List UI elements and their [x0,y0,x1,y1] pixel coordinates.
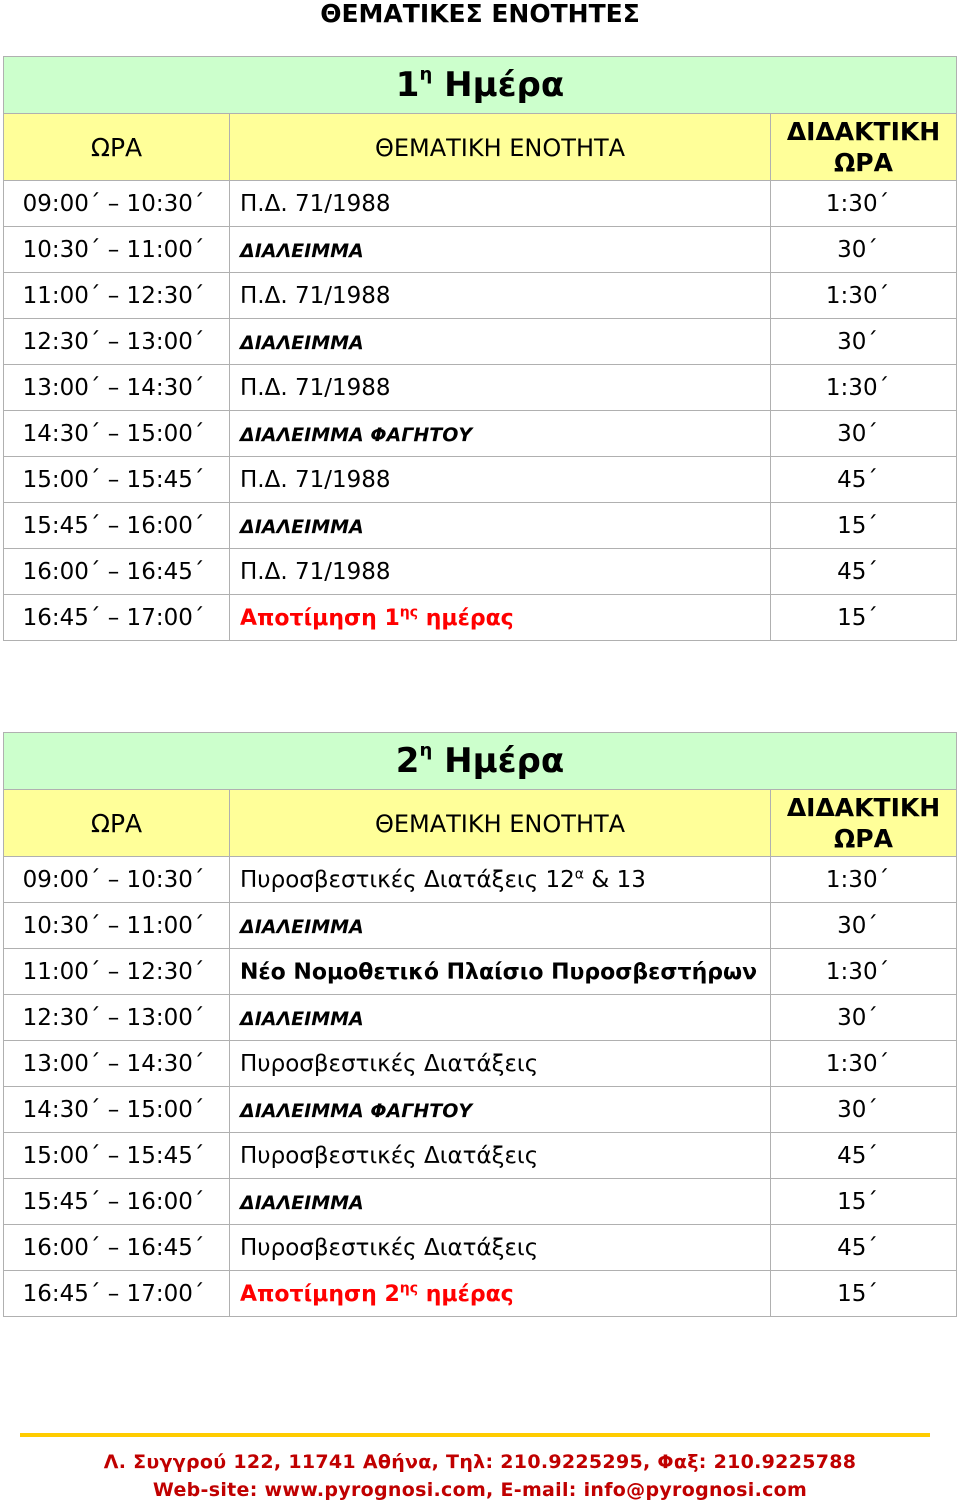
header-time: ΩΡΑ [4,790,230,857]
table-row [4,181,957,227]
topic-cell [230,995,771,1041]
topic-text: Πυροσβεστικές Διατάξεις [240,1142,539,1169]
table-row [4,1179,957,1225]
topic-cell [230,1271,771,1317]
header-hours-line1: ΔΙΔΑΚΤΙΚΗ [786,117,941,146]
duration-cell: 1:30΄ [771,857,957,903]
table-row [4,1041,957,1087]
topic-cell [230,365,771,411]
break-label: ΔΙΑΛΕΙΜΜΑ ΦΑΓΗΤΟΥ [240,1099,473,1122]
topic-cell [230,595,771,641]
topic-cell [230,457,771,503]
duration-cell: 1:30΄ [771,1041,957,1087]
topic-text: Π.Δ. 71/1988 [240,374,391,401]
duration-cell: 30΄ [771,903,957,949]
day1-schedule-table [3,56,957,641]
header-hours-line2: ΩΡΑ [834,824,893,853]
footer-divider [20,1433,930,1437]
table-row [4,227,957,273]
day2-title [4,733,957,790]
duration-cell: 15΄ [771,503,957,549]
duration-cell: 1:30΄ [771,181,957,227]
table-row [4,457,957,503]
table-row [4,319,957,365]
time-cell: 10:30΄ – 11:00΄ [4,903,230,949]
duration-cell: 45΄ [771,1225,957,1271]
table-row [4,365,957,411]
topic-cell [230,1133,771,1179]
table-row [4,595,957,641]
header-hours [771,114,957,181]
topic-text-part: Πυροσβεστικές Διατάξεις 12 [240,866,575,893]
topic-superscript: ης [399,1280,419,1297]
time-cell: 12:30΄ – 13:00΄ [4,995,230,1041]
break-label: ΔΙΑΛΕΙΜΜΑ [240,331,364,354]
time-cell: 11:00΄ – 12:30΄ [4,949,230,995]
day1-number: 1 [395,65,420,105]
header-topic: ΘΕΜΑΤΙΚΗ ΕΝΟΤΗΤΑ [230,790,771,857]
duration-cell: 30΄ [771,1087,957,1133]
header-topic: ΘΕΜΑΤΙΚΗ ΕΝΟΤΗΤΑ [230,114,771,181]
time-cell: 15:45΄ – 16:00΄ [4,1179,230,1225]
topic-cell [230,273,771,319]
duration-cell: 1:30΄ [771,365,957,411]
time-cell: 15:00΄ – 15:45΄ [4,457,230,503]
topic-cell [230,503,771,549]
duration-cell: 1:30΄ [771,949,957,995]
evaluation-text [240,606,514,631]
topic-text-part: ημέρας [425,605,514,631]
topic-cell [230,1225,771,1271]
table-row [4,411,957,457]
header-hours [771,790,957,857]
duration-cell: 30΄ [771,227,957,273]
day1-word: Ημέρα [444,65,565,105]
table-row [4,1271,957,1317]
duration-cell: 15΄ [771,1179,957,1225]
header-time: ΩΡΑ [4,114,230,181]
topic-cell [230,227,771,273]
time-cell: 12:30΄ – 13:00΄ [4,319,230,365]
duration-cell: 45΄ [771,549,957,595]
topic-cell [230,319,771,365]
break-label: ΔΙΑΛΕΙΜΜΑ [240,515,364,538]
time-cell: 14:30΄ – 15:00΄ [4,1087,230,1133]
day2-title-row [4,733,957,790]
table-row [4,1225,957,1271]
time-cell: 09:00΄ – 10:30΄ [4,857,230,903]
topic-text-part: Αποτίμηση 1 [240,605,400,631]
day1-title [4,57,957,114]
topic-cell [230,549,771,595]
table-row [4,995,957,1041]
footer-contact: Web-site: www.pyrognosi.com, E-mail: info@pyrognosi.com [152,1479,808,1501]
topic-cell [230,1041,771,1087]
topic-superscript: ης [399,604,419,621]
time-cell: 13:00΄ – 14:30΄ [4,365,230,411]
header-hours-line2: ΩΡΑ [834,148,893,177]
time-cell: 14:30΄ – 15:00΄ [4,411,230,457]
duration-cell: 45΄ [771,457,957,503]
time-cell: 16:00΄ – 16:45΄ [4,1225,230,1271]
break-label: ΔΙΑΛΕΙΜΜΑ [240,239,364,262]
topic-cell [230,857,771,903]
day1-header-row [4,114,957,181]
duration-cell: 30΄ [771,411,957,457]
day1-title-row [4,57,957,114]
break-label: ΔΙΑΛΕΙΜΜΑ [240,1191,364,1214]
table-row [4,549,957,595]
time-cell: 16:00΄ – 16:45΄ [4,549,230,595]
duration-cell: 30΄ [771,319,957,365]
topic-cell [230,181,771,227]
time-cell: 15:45΄ – 16:00΄ [4,503,230,549]
duration-cell: 15΄ [771,595,957,641]
topic-cell [230,411,771,457]
duration-cell: 1:30΄ [771,273,957,319]
topic-text-part: & 13 [591,866,646,893]
page-title: ΘΕΜΑΤΙΚΕΣ ΕΝΟΤΗΤΕΣ [320,0,640,28]
table-row [4,273,957,319]
topic-cell [230,1179,771,1225]
time-cell: 11:00΄ – 12:30΄ [4,273,230,319]
time-cell: 16:45΄ – 17:00΄ [4,595,230,641]
day2-suffix: η [419,739,433,761]
time-cell: 16:45΄ – 17:00΄ [4,1271,230,1317]
break-label: ΔΙΑΛΕΙΜΜΑ ΦΑΓΗΤΟΥ [240,423,473,446]
break-label: ΔΙΑΛΕΙΜΜΑ [240,915,364,938]
topic-cell [230,1087,771,1133]
duration-cell: 15΄ [771,1271,957,1317]
footer-address: Λ. Συγγρού 122, 11741 Αθήνα, Τηλ: 210.9225295, Φαξ: 210.9225788 [103,1451,857,1473]
break-label: ΔΙΑΛΕΙΜΜΑ [240,1007,364,1030]
topic-text: Νέο Νομοθετικό Πλαίσιο Πυροσβεστήρων [240,959,758,985]
duration-cell: 45΄ [771,1133,957,1179]
topic-text: Π.Δ. 71/1988 [240,558,391,585]
topic-cell [230,903,771,949]
day1-suffix: η [419,63,433,85]
day2-word: Ημέρα [444,741,565,781]
table-row [4,1087,957,1133]
topic-text-part: ημέρας [425,1281,514,1307]
topic-text: Πυροσβεστικές Διατάξεις [240,1234,539,1261]
table-row [4,949,957,995]
topic-text: Π.Δ. 71/1988 [240,190,391,217]
day2-schedule-table [3,732,957,1317]
topic-superscript: α [574,865,585,882]
table-row [4,903,957,949]
time-cell: 09:00΄ – 10:30΄ [4,181,230,227]
time-cell: 10:30΄ – 11:00΄ [4,227,230,273]
time-cell: 15:00΄ – 15:45΄ [4,1133,230,1179]
topic-text [240,867,646,893]
topic-cell [230,949,771,995]
evaluation-text [240,1282,514,1307]
topic-text: Πυροσβεστικές Διατάξεις [240,1050,539,1077]
table-row [4,1133,957,1179]
table-row [4,857,957,903]
table-row [4,503,957,549]
time-cell: 13:00΄ – 14:30΄ [4,1041,230,1087]
day2-number: 2 [395,741,420,781]
topic-text: Π.Δ. 71/1988 [240,282,391,309]
day2-header-row [4,790,957,857]
duration-cell: 30΄ [771,995,957,1041]
topic-text: Π.Δ. 71/1988 [240,466,391,493]
topic-text-part: Αποτίμηση 2 [240,1281,400,1307]
header-hours-line1: ΔΙΔΑΚΤΙΚΗ [786,793,941,822]
